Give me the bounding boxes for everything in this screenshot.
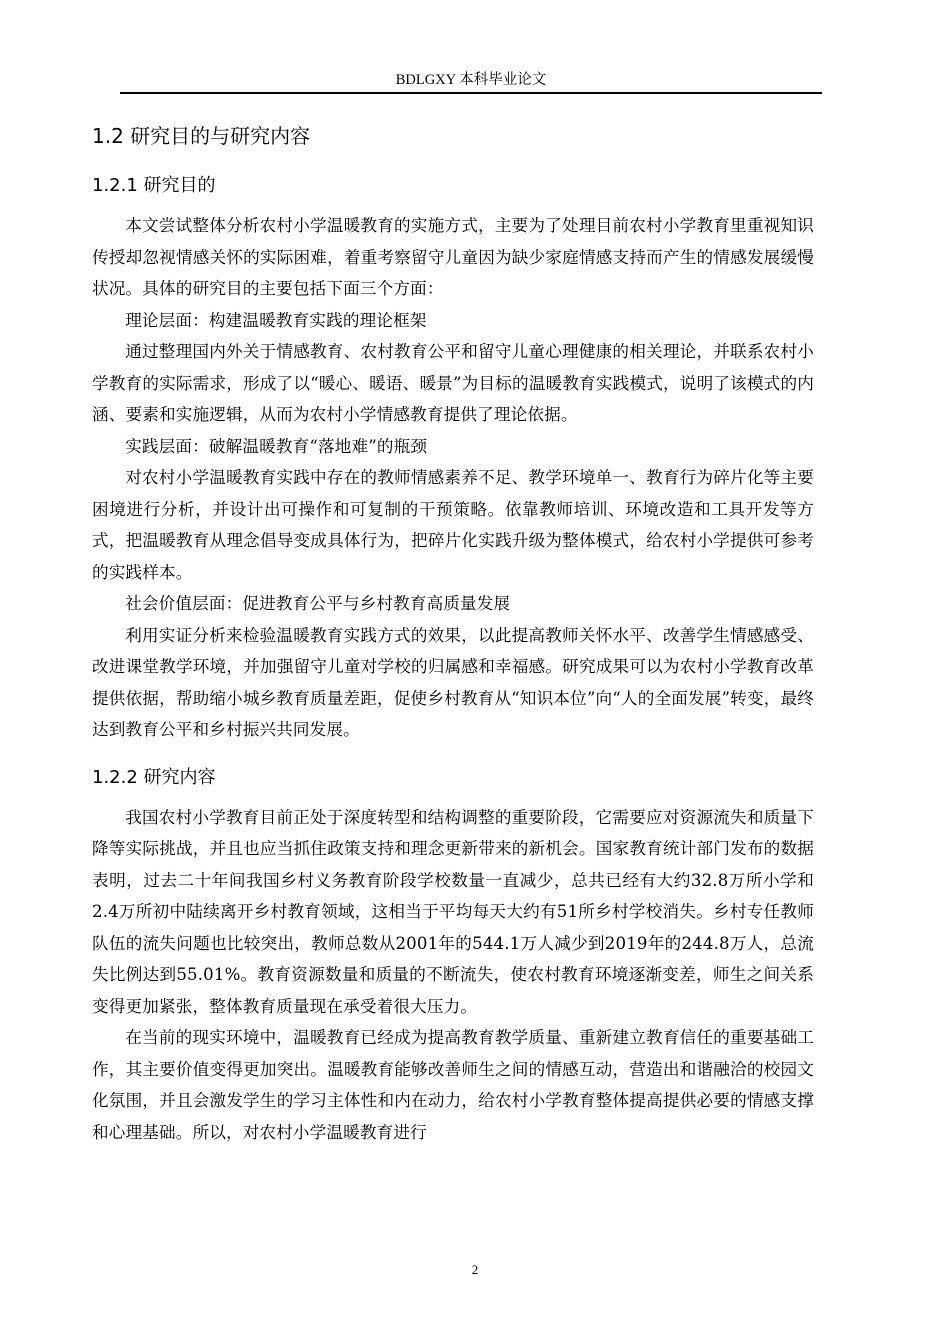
- running-header: BDLGXY 本科毕业论文: [395, 72, 547, 88]
- paragraph: 本文尝试整体分析农村小学温暖教育的实施方式，主要为了处理目前农村小学教育里重视知识传授却忽视情感关怀的实际困难，着重考察留守儿童因为缺少家庭情感支持而产生的情感发展缓慢状况。具体的研究目的主要包括下面三个方面：: [92, 216, 814, 298]
- section-heading-1-2-1: 1.2.1 研究目的: [92, 175, 216, 196]
- subheading-social-value: 社会价值层面：促进教育公平与乡村教育高质量发展: [125, 594, 511, 613]
- header-rule: [120, 92, 822, 94]
- paragraph: 通过整理国内外关于情感教育、农村教育公平和留守儿童心理健康的相关理论，并联系农村小学教育的实际需求，形成了以“暖心、暖语、暖景”为目标的温暖教育实践模式，说明了该模式的内涵、要素和实施逻辑，从而为农村小学情感教育提供了理论依据。: [92, 342, 814, 424]
- section-heading-1-2: 1.2 研究目的与研究内容: [92, 124, 311, 148]
- page-number: 2: [471, 1262, 479, 1277]
- section-heading-1-2-2: 1.2.2 研究内容: [92, 766, 216, 788]
- subheading-theory: 理论层面：构建温暖教育实践的理论框架: [125, 310, 427, 330]
- paragraph: 我国农村小学教育目前正处于深度转型和结构调整的重要阶段，它需要应对资源流失和质量下降等实际挑战，并且也应当抓住政策支持和理念更新带来的新机会。国家教育统计部门发布的数据表明，过去二十年间我国乡村义务教育阶段学校数量一直减少，总共已经有大约32.8万所小学和2.4万所初中陆续离开乡村教育领域，这相当于平均每天大约有51所乡村学校消失。乡村专任教师队伍的流失问题也比较突出，教师总数从2001年的544.1万人减少到2019年的244.8万人，总流失比例达到55.01%。教育资源数量和质量的不断流失，使农村教育环境逐渐变差，师生之间关系变得更加紧张，整体教育质量现在承受着很大压力。: [92, 807, 814, 1016]
- paragraph: 利用实证分析来检验温暖教育实践方式的效果，以此提高教师关怀水平、改善学生情感感受、改进课堂教学环境，并加强留守儿童对学校的归属感和幸福感。研究成果可以为农村小学教育改革提供依据，帮助缩小城乡教育质量差距，促使乡村教育从“知识本位”向“人的全面发展”转变，最终达到教育公平和乡村振兴共同发展。: [92, 625, 814, 739]
- subheading-practice: 实践层面：破解温暖教育“落地难”的瓶颈: [125, 436, 428, 456]
- paragraph: 在当前的现实环境中，温暖教育已经成为提高教育教学质量、重新建立教育信任的重要基础工作，其主要价值变得更加突出。温暖教育能够改善师生之间的情感互动，营造出和谐融洽的校园文化氛围，并且会激发学生的学习主体性和内在动力，给农村小学教育整体提高提供必要的情感支撑和心理基础。所以，对农村小学温暖教育进行: [92, 1028, 814, 1142]
- page-body: [92, 112, 814, 1148]
- paragraph: 对农村小学温暖教育实践中存在的教师情感素养不足、教学环境单一、教育行为碎片化等主要困境进行分析，并设计出可操作和可复制的干预策略。依靠教师培训、环境改造和工具开发等方式，把温暖教育从理念倡导变成具体行为，把碎片化实践升级为整体模式，给农村小学提供可参考的实践样本。: [92, 468, 814, 582]
